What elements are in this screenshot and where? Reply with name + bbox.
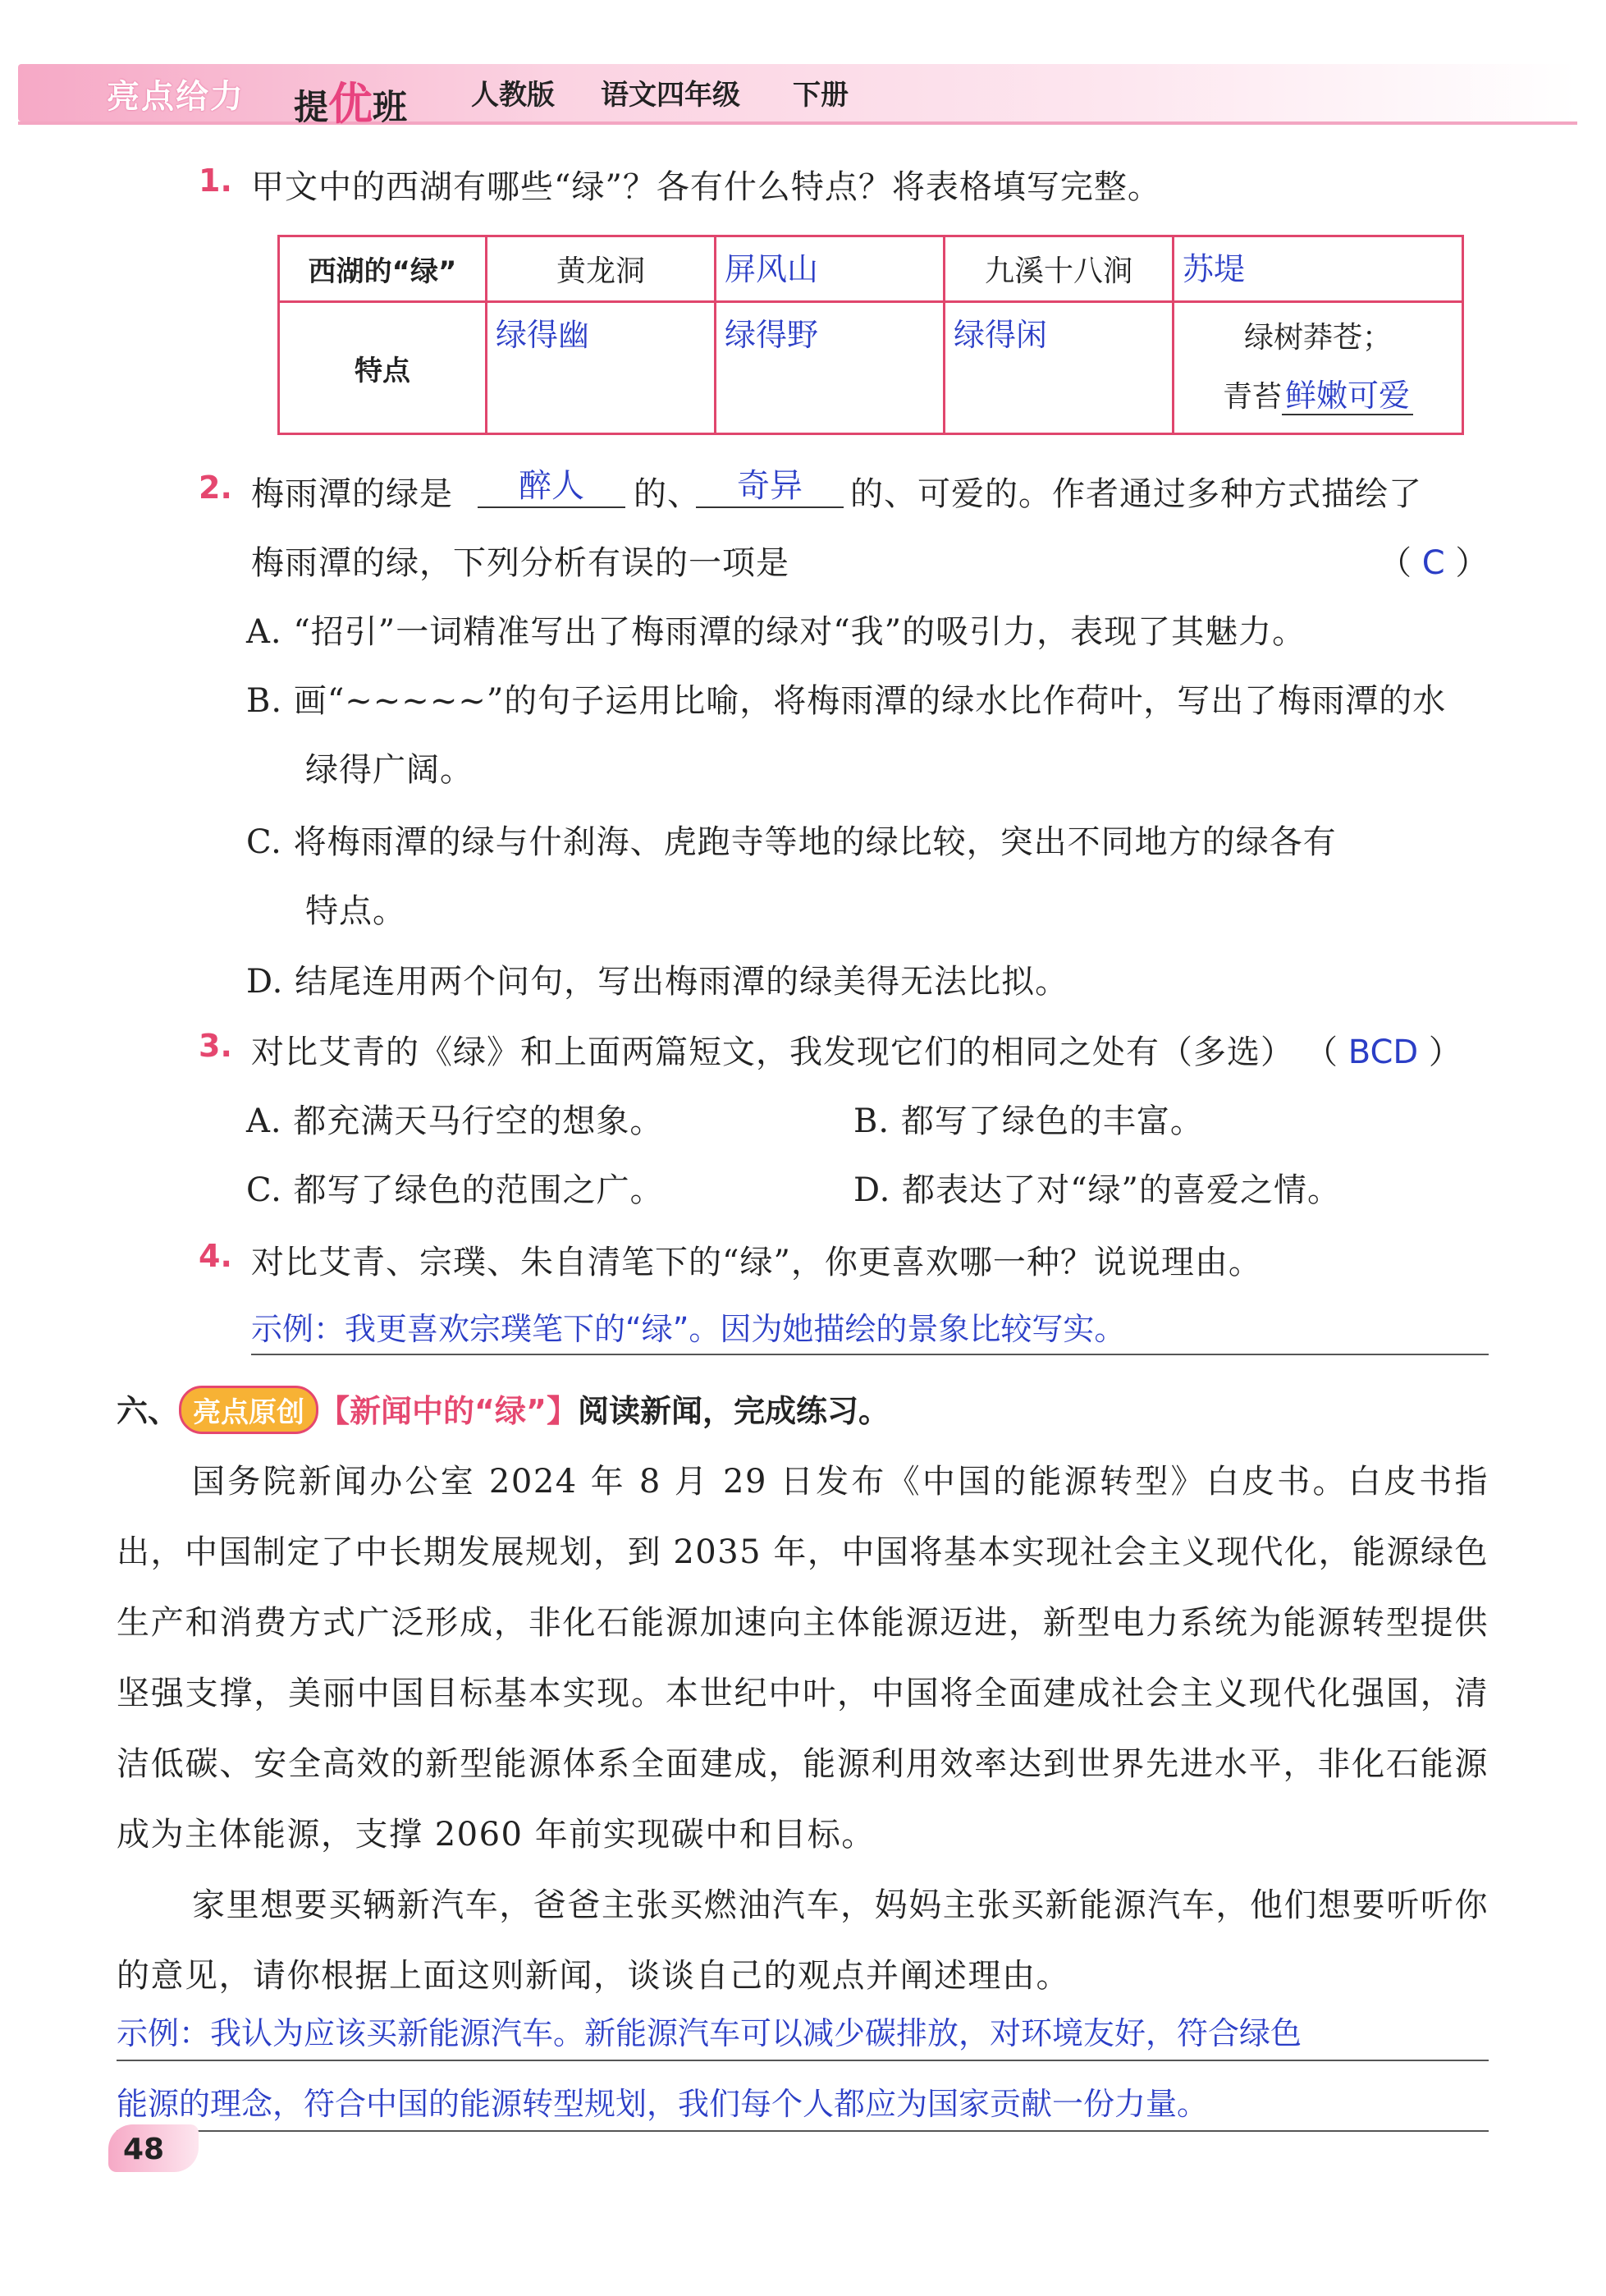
table-cell-answer: 绿得野 <box>716 302 945 434</box>
q3-option-b: B. 都写了绿色的丰富。 <box>853 1102 1204 1140</box>
q2-text-b: 的、 <box>634 475 701 513</box>
section6-answer-line-2: 能源的理念，符合中国的能源转型规划，我们每个人都应为国家贡献一份力量。 <box>117 2078 1489 2132</box>
q2-blank-1: 醉人 <box>478 460 625 508</box>
q3-text: 对比艾青的《绿》和上面两篇短文，我发现它们的相同之处有（多选） <box>251 1033 1294 1071</box>
table-cell: 黄龙洞 <box>487 236 716 302</box>
subject: 语文四年级 <box>601 79 740 112</box>
q1-number: 1. <box>199 163 232 199</box>
q2-option-d: D. 结尾连用两个问句，写出梅雨潭的绿美得无法比拟。 <box>246 963 1069 1001</box>
header-rule <box>18 121 1577 125</box>
q2-answer: C <box>1421 544 1445 582</box>
q1-table <box>277 235 1464 435</box>
table-cell-answer: 绿得幽 <box>487 302 716 434</box>
q2-text-d: 梅雨潭的绿，下列分析有误的一项是 <box>251 544 789 582</box>
q3-option-a: A. 都充满天马行空的想象。 <box>246 1102 664 1140</box>
q2-number: 2. <box>199 470 232 506</box>
q2-answer-paren: （ C ） <box>1379 544 1489 582</box>
table-cell-mixed <box>1174 302 1463 434</box>
q2-option-a: A. “招引”一词精准写出了梅雨潭的绿对“我”的吸引力，表现了其魅力。 <box>246 613 1306 651</box>
page-number: 48 <box>123 2133 165 2166</box>
section6-number: 六、 <box>117 1393 180 1429</box>
section6-title: 【新闻中的“绿”】 <box>318 1393 578 1429</box>
q3-answer-paren: （ BCD ） <box>1305 1033 1462 1071</box>
section6-answer-line-1: 示例：我认为应该买新能源汽车。新能源汽车可以减少碳排放，对环境友好，符合绿色 <box>117 2008 1489 2061</box>
q3-option-d: D. 都表达了对“绿”的喜爱之情。 <box>853 1171 1341 1209</box>
q2-text-c: 的、可爱的。作者通过多种方式描绘了 <box>850 475 1422 513</box>
q3-answer: BCD <box>1347 1033 1419 1071</box>
table-cell-answer: 苏堤 <box>1174 236 1463 302</box>
publisher: 人教版 <box>471 79 555 112</box>
section6-instruction: 阅读新闻，完成练习。 <box>577 1393 890 1429</box>
table-cell-answer: 绿得闲 <box>945 302 1174 434</box>
table-row2-head: 特点 <box>279 302 487 434</box>
brand-title: 提优班 <box>294 78 408 130</box>
q4-number: 4. <box>199 1238 232 1274</box>
q3-number: 3. <box>199 1028 232 1064</box>
table-cell: 九溪十八涧 <box>945 236 1174 302</box>
table-cell-answer: 鲜嫩可爱 <box>1282 378 1413 415</box>
q2-text-a: 梅雨潭的绿是 <box>251 475 453 513</box>
q4-answer: 示例：我更喜欢宗璞笔下的“绿”。因为她描绘的景象比较写实。 <box>251 1304 1489 1355</box>
q1-text: 甲文中的西湖有哪些“绿”？各有什么特点？将表格填写完整。 <box>251 168 1161 206</box>
q2-option-b-cont: 绿得广阔。 <box>305 751 474 789</box>
q2-blank-2: 奇异 <box>696 460 844 508</box>
section6-heading <box>117 1386 890 1434</box>
q2-option-c-cont: 特点。 <box>305 892 406 930</box>
table-row1-head: 西湖的“绿” <box>279 236 487 302</box>
table-cell-text: 青苔 <box>1222 380 1282 414</box>
q2-option-b: B. 画“~~~~~”的句子运用比喻，将梅雨潭的绿水比作荷叶，写出了梅雨潭的水 <box>246 682 1447 720</box>
news-paragraph: 国务院新闻办公室 2024 年 8 月 29 日发布《中国的能源转型》白皮书。白皮书指出，中国制定了中长期发展规划，到 2035 年，中国将基本实现社会主义现代化，能源绿色生产和消费方式广泛形成，非化石能源加速向主体能源迈进，新型电力系统为能源转型提供坚强支撑，美丽中国目标基本实现。本世纪中叶，中国将全面建成社会主义现代化强国，清洁低碳、安全高效的新型能源体系全面建成，能源利用效率达到世界先进水平，非化石能源成为主体能源，支撑 2060 年前实现碳中和目标。 <box>117 1463 1489 1854</box>
table-cell-text: 绿树莽苍； <box>1243 321 1392 355</box>
question-paragraph: 家里想要买辆新汽车，爸爸主张买燃油汽车，妈妈主张买新能源汽车，他们想要听听你的意见，请你根据上面这则新闻，谈谈自己的观点并阐述理由。 <box>117 1886 1489 1995</box>
q2-option-c: C. 将梅雨潭的绿与什刹海、虎跑寺等地的绿比较，突出不同地方的绿各有 <box>246 823 1337 861</box>
volume: 下册 <box>793 79 849 112</box>
brand-left: 亮点给力 <box>107 78 245 116</box>
table-cell-answer: 屏风山 <box>716 236 945 302</box>
q3-option-c: C. 都写了绿色的范围之广。 <box>246 1171 664 1209</box>
section6-badge: 亮点原创 <box>179 1386 318 1434</box>
q4-text: 对比艾青、宗璞、朱自清笔下的“绿”，你更喜欢哪一种？说说理由。 <box>251 1244 1262 1281</box>
